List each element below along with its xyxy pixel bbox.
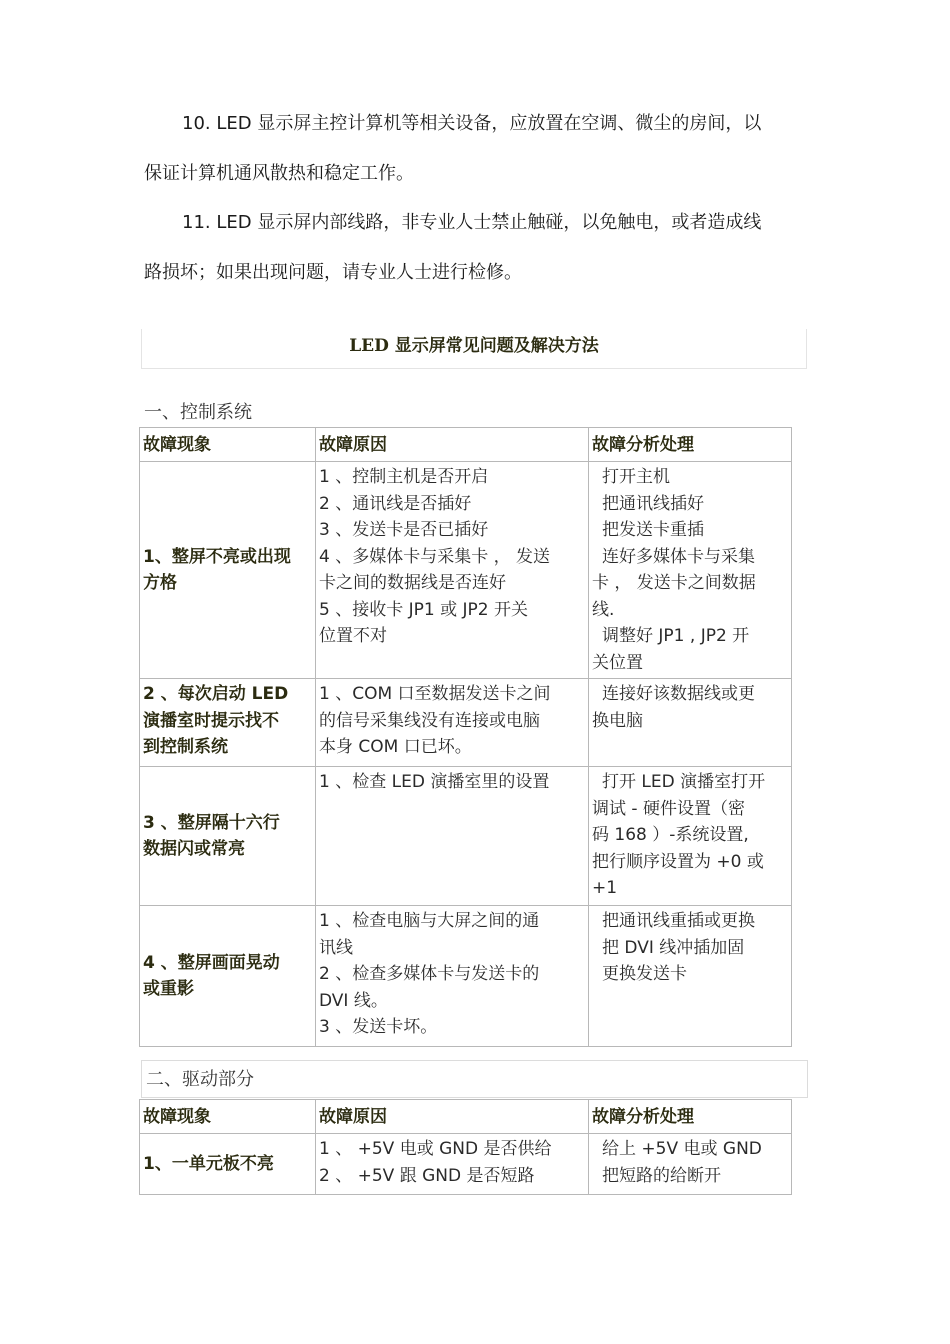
solution-line: 换电脑 xyxy=(592,710,643,731)
header-solution: 故障分析处理 xyxy=(589,428,792,462)
section-2-heading: 二、驱动部分 xyxy=(146,1069,254,1090)
solution-line: 把行顺序设置为 +0 或 xyxy=(592,851,764,872)
cause-cell xyxy=(316,767,589,906)
solution-line: 把通讯线重插或更换 xyxy=(602,911,755,931)
symptom-cell xyxy=(140,679,316,767)
symptom-cell xyxy=(140,462,316,679)
cause-line: 讯线 xyxy=(319,937,353,958)
symptom-line: 2 、每次启动 LED xyxy=(143,684,289,704)
solution-line: 把 DVI 线冲插加固 xyxy=(602,937,745,958)
header-symptom: 故障现象 xyxy=(140,1100,316,1134)
header-cause: 故障原因 xyxy=(316,428,589,462)
cause-line: 卡之间的数据线是否连好 xyxy=(319,573,506,593)
table-header-row xyxy=(140,428,792,462)
cause-line: 3 、发送卡坏。 xyxy=(319,1017,438,1037)
paragraph-10-line-1: 10. LED 显示屏主控计算机等相关设备，应放置在空调、微尘的房间，以 xyxy=(182,113,762,134)
cause-line: DVI 线。 xyxy=(319,990,388,1011)
paragraph-10 xyxy=(144,99,804,199)
solution-cell xyxy=(589,906,792,1047)
symptom-line: 数据闪或常亮 xyxy=(143,839,245,859)
solution-line: 把短路的给断开 xyxy=(602,1165,721,1186)
symptom-cell xyxy=(140,1134,316,1195)
section-2-heading-box xyxy=(141,1060,808,1098)
symptom-line: 演播室时提示找不 xyxy=(143,710,279,731)
table-row xyxy=(140,906,792,1047)
cause-line: 本身 COM 口已坏。 xyxy=(319,737,472,757)
cause-cell xyxy=(316,906,589,1047)
solution-line: 打开主机 xyxy=(602,467,670,487)
symptom-line: 到控制系统 xyxy=(143,737,228,757)
paragraph-11-line-2: 路损坏；如果出现问题，请专业人士进行检修。 xyxy=(144,262,522,283)
solution-line: 把通讯线插好 xyxy=(602,493,704,514)
header-symptom: 故障现象 xyxy=(140,428,316,462)
cause-line: 的信号采集线没有连接或电脑 xyxy=(319,710,540,731)
fault-table-driver xyxy=(139,1099,792,1195)
solution-line: 卡 ， 发送卡之间数据 xyxy=(592,573,756,593)
symptom-cell xyxy=(140,906,316,1047)
symptom-line: 1、一单元板不亮 xyxy=(143,1153,274,1174)
solution-line: 码 168 ）-系统设置, xyxy=(592,825,749,845)
paragraph-11-line-1: 11. LED 显示屏内部线路，非专业人士禁止触碰，以免触电，或者造成线 xyxy=(182,212,762,233)
solution-cell xyxy=(589,767,792,906)
cause-cell xyxy=(316,1134,589,1195)
doc-title: LED 显示屏常见问题及解决方法 xyxy=(349,336,599,356)
table-row xyxy=(140,767,792,906)
solution-cell xyxy=(589,679,792,767)
solution-cell xyxy=(589,462,792,679)
cause-line: 1 、检查电脑与大屏之间的通 xyxy=(319,911,540,931)
section-1-heading: 一、控制系统 xyxy=(144,402,252,423)
solution-line: 连好多媒体卡与采集 xyxy=(602,546,755,567)
symptom-line: 方格 xyxy=(143,573,177,593)
header-cause: 故障原因 xyxy=(316,1100,589,1134)
symptom-line: 或重影 xyxy=(143,979,194,999)
table-header-row xyxy=(140,1100,792,1134)
table-row xyxy=(140,462,792,679)
paragraph-10-line-2: 保证计算机通风散热和稳定工作。 xyxy=(144,163,414,184)
symptom-line: 4 、整屏画面晃动 xyxy=(143,952,280,973)
cause-line: 5 、接收卡 JP1 或 JP2 开关 xyxy=(319,599,528,620)
solution-line: 调试 - 硬件设置（密 xyxy=(592,798,745,819)
cause-cell xyxy=(316,462,589,679)
solution-line: 打开 LED 演播室打开 xyxy=(602,772,766,792)
symptom-line: 3 、整屏隔十六行 xyxy=(143,812,280,833)
cause-line: 位置不对 xyxy=(319,626,387,646)
cause-cell xyxy=(316,679,589,767)
header-solution: 故障分析处理 xyxy=(589,1100,792,1134)
solution-line: 调整好 JP1 , JP2 开 xyxy=(602,626,750,646)
symptom-cell xyxy=(140,767,316,906)
cause-line: 2 、 +5V 跟 GND 是否短路 xyxy=(319,1165,535,1186)
cause-line: 2 、通讯线是否插好 xyxy=(319,493,472,514)
cause-line: 1 、控制主机是否开启 xyxy=(319,467,489,487)
cause-line: 1 、检查 LED 演播室里的设置 xyxy=(319,772,550,792)
table-row xyxy=(140,1134,792,1195)
fault-table-control-system xyxy=(139,427,792,1047)
solution-cell xyxy=(589,1134,792,1195)
solution-line: 把发送卡重插 xyxy=(602,520,704,540)
solution-line: 线. xyxy=(592,599,615,620)
solution-line: 连接好该数据线或更 xyxy=(602,684,755,704)
doc-title-box xyxy=(141,329,807,369)
table-row xyxy=(140,679,792,767)
cause-line: 2 、检查多媒体卡与发送卡的 xyxy=(319,964,540,984)
solution-line: 给上 +5V 电或 GND xyxy=(602,1139,762,1159)
cause-line: 4 、多媒体卡与采集卡 ， 发送 xyxy=(319,546,551,567)
solution-line: +1 xyxy=(592,878,618,898)
cause-line: 3 、发送卡是否已插好 xyxy=(319,520,489,540)
paragraph-11 xyxy=(144,198,804,298)
symptom-line: 1、整屏不亮或出现 xyxy=(143,546,291,567)
cause-line: 1 、COM 口至数据发送卡之间 xyxy=(319,684,551,704)
solution-line: 关位置 xyxy=(592,652,643,673)
cause-line: 1 、 +5V 电或 GND 是否供给 xyxy=(319,1139,552,1159)
solution-line: 更换发送卡 xyxy=(602,964,687,984)
